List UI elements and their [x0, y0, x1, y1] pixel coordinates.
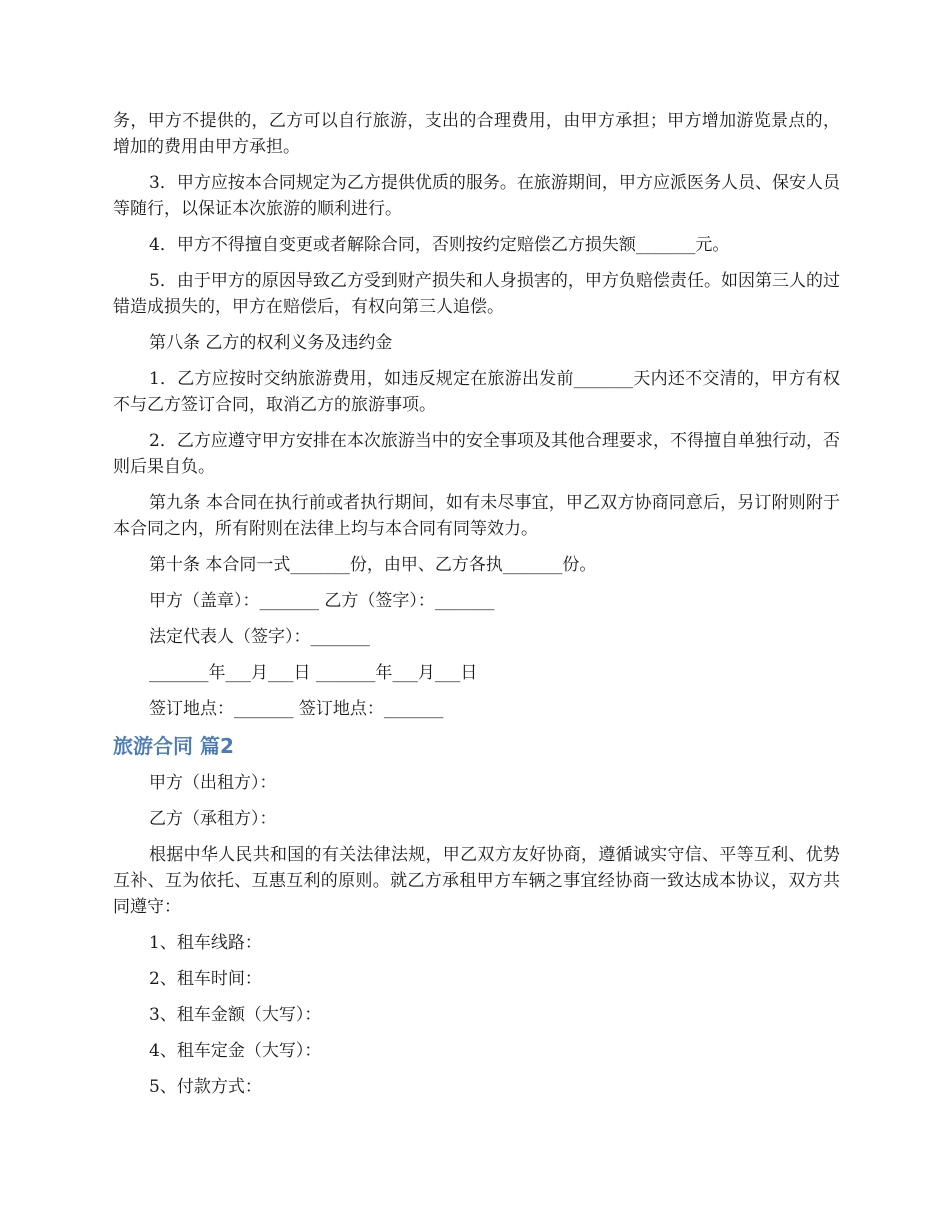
party-a-line: 甲方（出租方）： [149, 773, 277, 793]
paragraph-article-10: 第十条 本合同一式_______份，由甲、乙方各执_______份。 [149, 555, 597, 575]
rental-route-item: 1、租车线路： [149, 933, 262, 953]
payment-method-item: 5、付款方式： [149, 1077, 262, 1097]
article-8-title: 第八条 乙方的权利义务及违约金 [149, 333, 393, 353]
paragraph-article-9: 第九条 本合同在执行前或者执行期间，如有未尽事宜，甲乙双方协商同意后，另订附则附于本合同之内，所有附则在法律上均与本合同有同等效力。 [113, 493, 840, 539]
paragraph-clause-3: 3．甲方应按本合同规定为乙方提供优质的服务。在旅游期间，甲方应派医务人员、保安人员等随行，以保证本次旅游的顺利进行。 [113, 173, 840, 219]
rental-amount-item: 3、租车金额（大写）： [149, 1005, 322, 1025]
section-heading: 旅游合同 篇2 [113, 734, 234, 758]
rental-deposit-item: 4、租车定金（大写）： [149, 1041, 322, 1061]
signing-location-line: 签订地点：_______ 签订地点：_______ [149, 699, 444, 719]
document-page [113, 108, 840, 1110]
paragraph-continuation: 务，甲方不提供的，乙方可以自行旅游，支出的合理费用，由甲方承担；甲方增加游览景点的，增加的费用由甲方承担。 [113, 111, 840, 157]
signature-line-parties: 甲方（盖章）：_______ 乙方（签字）：_______ [149, 591, 495, 611]
paragraph-article-8-clause-1: 1．乙方应按时交纳旅游费用，如违反规定在旅游出发前_______天内还不交清的，甲方有权不与乙方签订合同，取消乙方的旅游事项。 [113, 369, 840, 415]
date-line: _______年___月___日 _______年___月___日 [149, 663, 478, 683]
party-b-line: 乙方（承租方）： [149, 809, 277, 829]
paragraph-article-8-clause-2: 2．乙方应遵守甲方安排在本次旅游当中的安全事项及其他合理要求，不得擅自单独行动，否则后果自负。 [113, 431, 840, 477]
paragraph-clause-4: 4．甲方不得擅自变更或者解除合同，否则按约定赔偿乙方损失额_______元。 [149, 235, 730, 255]
signature-line-representative: 法定代表人（签字）：_______ [149, 627, 370, 647]
agreement-preamble: 根据中华人民共和国的有关法律法规，甲乙双方友好协商，遵循诚实守信、平等互利、优势互补、互为依托、互惠互利的原则。就乙方承租甲方车辆之事宜经协商一致达成本协议，双方共同遵守： [113, 845, 840, 917]
paragraph-clause-5: 5．由于甲方的原因导致乙方受到财产损失和人身损害的，甲方负赔偿责任。如因第三人的过错造成损失的，甲方在赔偿后，有权向第三人追偿。 [113, 271, 840, 317]
rental-time-item: 2、租车时间： [149, 969, 262, 989]
